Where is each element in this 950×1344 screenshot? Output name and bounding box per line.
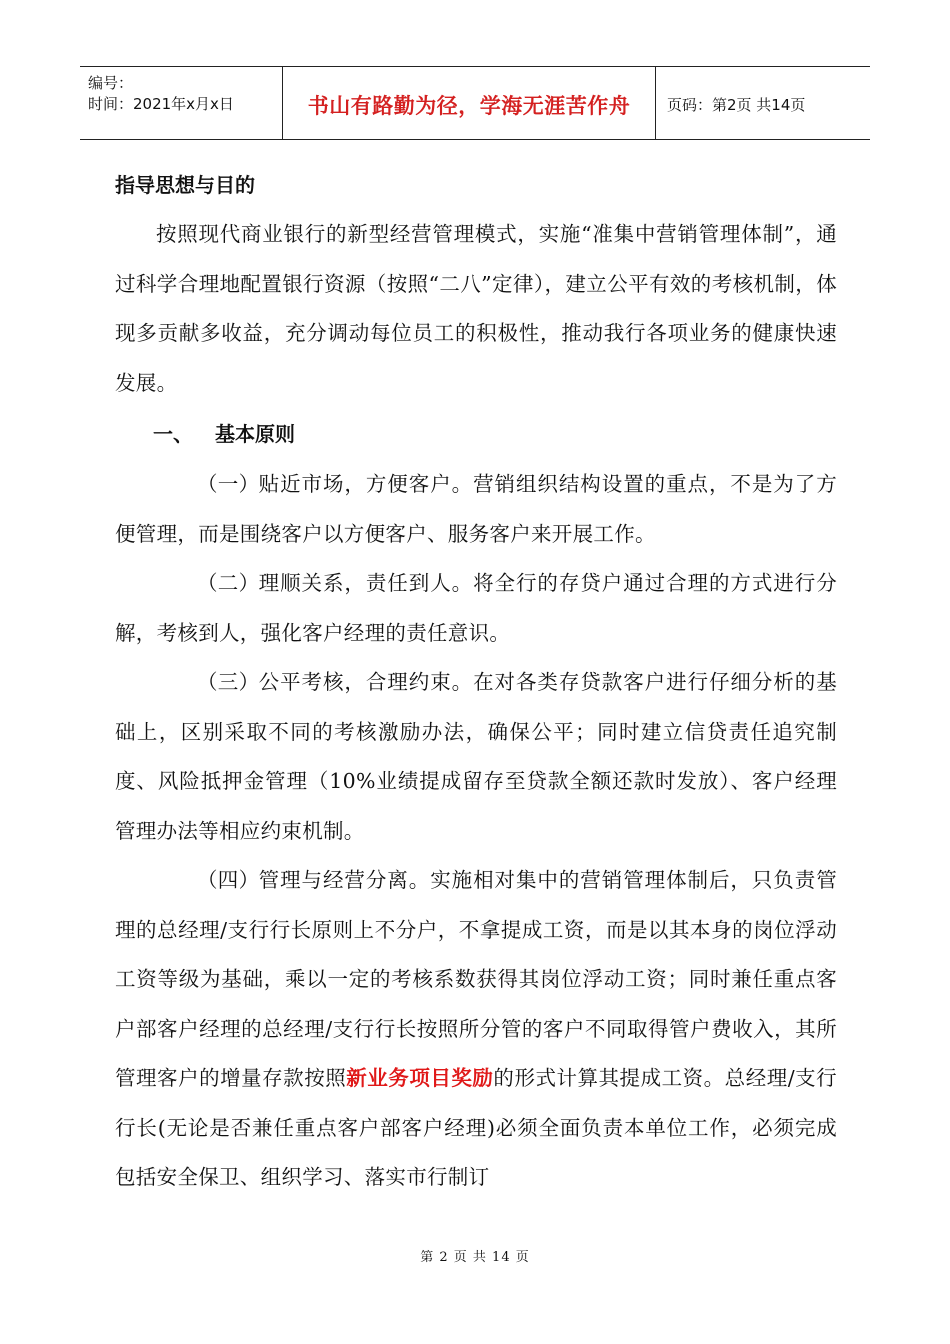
item-tag: （二） (197, 571, 260, 595)
item-text: 理顺关系，责任到人。将全行的存贷户通过合理的方式进行分解，考核到人，强化客户经理的责任意识。 (115, 571, 837, 645)
item-text: 贴近市场，方便客户。营销组织结构设置的重点，不是为了方便管理，而是围绕客户以方便客户、服务客户来开展工作。 (115, 472, 837, 546)
highlight-text: 新业务项目奖励 (346, 1066, 494, 1090)
header-motto: 书山有路勤为径，学海无涯苦作舟 (307, 94, 631, 118)
header-page-cell (657, 67, 870, 139)
header-meta-cell (80, 67, 283, 139)
item-tag: （一） (197, 472, 260, 496)
section-heading-principles (115, 408, 837, 460)
section-title: 基本原则 (215, 422, 295, 446)
item-text-part-a: 管理与经营分离。实施相对集中的营销管理体制后，只负责管理的总经理/支行行长原则上不分户，不拿提成工资，而是以其本身的岗位浮动工资等级为基础，乘以一定的考核系数获得其岗位浮动工资；同时兼任重点客户部客户经理的总经理/支行行长按照所分管的客户不同取得管户费收入，其所管理客户的增量存款按照 (115, 868, 837, 1090)
page-footer: 第 2 页 共 14 页 (420, 1250, 530, 1265)
item-tag: （三） (197, 670, 260, 694)
principle-item-4 (115, 856, 837, 1203)
date-line: 时间：2021年x月x日 (88, 95, 234, 113)
section-number: 一、 (153, 422, 193, 446)
principle-item-2 (115, 559, 837, 658)
serial-number-label: 编号： (88, 74, 134, 92)
document-header (80, 66, 870, 140)
header-motto-cell (283, 67, 656, 139)
intro-paragraph: 按照现代商业银行的新型经营管理模式，实施“准集中营销管理体制”，通过科学合理地配置银行资源（按照“二八”定律），建立公平有效的考核机制，体现多贡献多收益，充分调动每位员工的积极性，推动我行各项业务的健康快速发展。 (115, 222, 837, 395)
document-body (115, 160, 837, 1203)
item-text-part-b: 的形式计算其提成工资。总经理/支行行长(无论是否兼任重点客户部客户经理)必须全面负责本单位工作，必须完成包括安全保卫、组织学习、落实市行制订 (115, 1066, 837, 1189)
item-text: 公平考核，合理约束。在对各类存贷款客户进行仔细分析的基础上，区别采取不同的考核激励办法，确保公平；同时建立信贷责任追究制度、风险抵押金管理（10%业绩提成留存至贷款全额还款时发放）、客户经理管理办法等相应约束机制。 (115, 670, 837, 843)
principle-item-3 (115, 658, 837, 856)
item-tag: （四） (197, 868, 260, 892)
principle-item-1 (115, 460, 837, 559)
header-page-info: 页码：第2页 共14页 (667, 96, 806, 114)
section-heading: 指导思想与目的 (115, 173, 255, 197)
